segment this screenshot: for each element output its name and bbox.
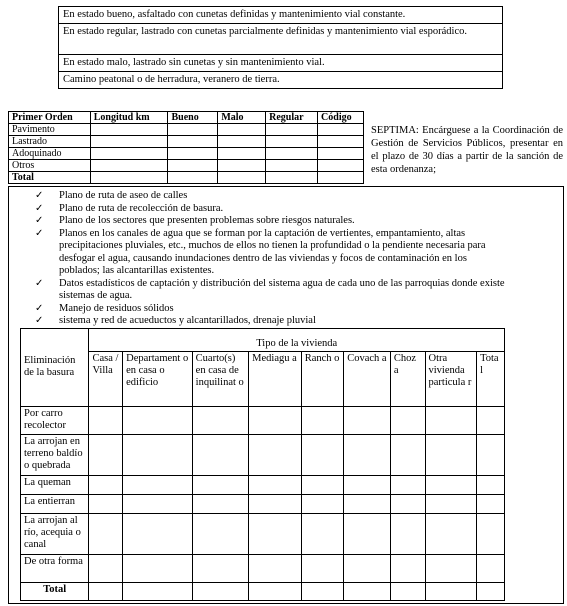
table-row: [9, 136, 364, 148]
row-label: Total: [21, 583, 89, 601]
row-label: La arrojan en terreno baldío o quebrada: [21, 435, 89, 476]
table-row: [21, 476, 505, 495]
housing-type-title: Tipo de la vivienda: [89, 329, 505, 352]
row-label: La queman: [21, 476, 89, 495]
row-label: Otros: [9, 160, 91, 172]
table-row: [9, 148, 364, 160]
row-label: La arrojan al río, acequia o canal: [21, 514, 89, 555]
col-departamento: Departament o en casa o edificio: [123, 352, 193, 407]
table-row: [21, 514, 505, 555]
col-longitud: Longitud km: [90, 112, 168, 124]
row-label: De otra forma: [21, 555, 89, 583]
housing-columns: [21, 352, 505, 407]
list-item: ✓ Plano de ruta de aseo de calles: [35, 190, 188, 201]
checkmark-icon: ✓: [35, 277, 44, 289]
plans-list: [35, 190, 507, 328]
table-row: [21, 583, 505, 601]
road-state-path: Camino peatonal o de herradura, veranero de tierra.: [59, 72, 503, 89]
table-row: [9, 172, 364, 184]
col-otra-vivienda: Otra vivienda particula r: [425, 352, 477, 407]
road-summary-table: [8, 111, 364, 184]
col-primer-orden: Primer Orden: [9, 112, 91, 124]
list-item: ✓ Plano de los sectores que presenten problemas sobre riesgos naturales.: [35, 215, 355, 226]
table-row: [9, 160, 364, 172]
col-bueno: Bueno: [168, 112, 218, 124]
checkmark-icon: ✓: [35, 190, 44, 201]
road-state-list: [58, 6, 503, 89]
septima-clause: SEPTIMA: Encárguese a la Coordinación de Gestión de Servicios Públicos, presentar en el plazo de 30 días a partir de la sanción de esta ordenanza;: [371, 125, 563, 175]
list-item: ✓ sistema y red de acueductos y alcantarillados, drenaje pluvial: [35, 315, 316, 326]
col-codigo: Código: [318, 112, 364, 124]
col-total: Tota l: [477, 352, 505, 407]
row-label: La entierran: [21, 495, 89, 514]
col-covacha: Covach a: [344, 352, 391, 407]
waste-disposal-table: [20, 328, 505, 601]
col-rancho: Ranch o: [301, 352, 344, 407]
road-state-regular: En estado regular, lastrado con cunetas parcialmente definidas y mantenimiento vial esporádico.: [59, 24, 503, 55]
row-header-eliminacion: Eliminación de la basura: [21, 329, 89, 407]
table-row: [21, 495, 505, 514]
checkmark-icon: ✓: [35, 202, 44, 214]
road-state-good: En estado bueno, asfaltado con cunetas definidas y mantenimiento vial constante.: [59, 7, 503, 24]
road-state-bad: En estado malo, lastrado sin cunetas y sin mantenimiento vial.: [59, 55, 503, 72]
checkmark-icon: ✓: [35, 302, 44, 314]
table-row: [21, 555, 505, 583]
col-mediagua: Mediagu a: [249, 352, 302, 407]
row-label: Por carro recolector: [21, 407, 89, 435]
col-casa: Casa / Villa: [89, 352, 123, 407]
list-item: ✓ Planos en los canales de agua que se forman por la captación de vertientes, empantamiento, altas precipitaciones pluviales, etc., muchos de ellos no tienen la profundidad o la pendiente necesaria para desfogar el agua, causando inundaciones dentro de las viviendas y focos de contaminación en los poblados; las alcantarillas existentes.: [35, 227, 486, 276]
table-row: [9, 124, 364, 136]
table-row: [21, 435, 505, 476]
col-malo: Malo: [218, 112, 266, 124]
col-cuarto: Cuarto(s) en casa de inquilinat o: [192, 352, 249, 407]
table-row: [21, 407, 505, 435]
col-choza: Choz a: [390, 352, 425, 407]
row-label: Lastrado: [9, 136, 91, 148]
row-label: Pavimento: [9, 124, 91, 136]
list-item: ✓ Manejo de residuos sólidos: [35, 302, 174, 314]
checkmark-icon: ✓: [35, 215, 44, 226]
col-regular: Regular: [266, 112, 318, 124]
list-item: ✓ Plano de ruta de recolección de basura.: [35, 202, 224, 214]
row-label: Adoquinado: [9, 148, 91, 160]
row-label: Total: [9, 172, 91, 184]
checkmark-icon: ✓: [35, 315, 44, 326]
road-summary-header: [9, 112, 364, 124]
list-item: ✓ Datos estadísticos de captación y distribución del sistema agua de cada uno de las parroquias donde existe sistemas de agua.: [35, 277, 505, 301]
checkmark-icon: ✓: [35, 227, 44, 239]
